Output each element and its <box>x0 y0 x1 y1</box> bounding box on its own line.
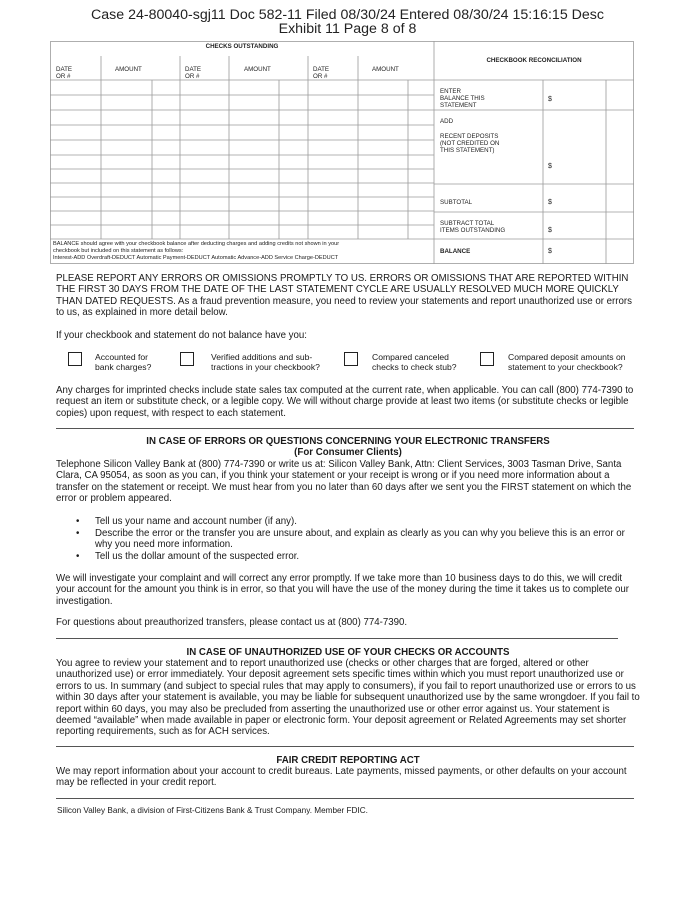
checkbox-compared-canceled[interactable] <box>344 352 358 366</box>
col-amount-label: AMOUNT <box>244 66 271 73</box>
col-date-label: DATE OR # <box>313 66 330 80</box>
balance-dollar: $ <box>548 248 552 255</box>
subtract-total-dollar: $ <box>548 227 552 234</box>
electronic-transfers-body: Telephone Silicon Valley Bank at (800) 774-7390 or write us at: Silicon Valley Bank, Attn: Client Services, 3003 Tasman Drive, Santa Clara, CA 95054, as soon as you can, if you think your statement or your receipt is wrong or if you need more information about a transfer on the statement or receipt. We must hear from you no later than 60 days after we sent you the FIRST statement on which the error or problem appeared. <box>56 459 632 505</box>
balance-note: BALANCE should agree with your checkbook balance after deducting charges and adding credits not shown in your checkbook but included on this statement as follows: Interest-ADD Overdraft-DEDUCT Automatic Payment-DEDUCT Automatic Advance-ADD Service Charge-DEDUCT <box>53 241 340 261</box>
checkbox-compared-canceled-label: Compared canceled checks to check stub? <box>372 352 457 372</box>
subtract-total-label: SUBTRACT TOTAL ITEMS OUTSTANDING <box>440 220 506 234</box>
checkbox-compared-deposit-label: Compared deposit amounts on statement to your checkbook? <box>508 352 626 372</box>
electronic-transfers-title: IN CASE OF ERRORS OR QUESTIONS CONCERNING YOUR ELECTRONIC TRANSFERS <box>146 436 550 447</box>
case-header-line1: Case 24-80040-sgj11 Doc 582-11 Filed 08/30/24 Entered 08/30/24 15:16:15 Desc <box>91 7 604 23</box>
checkbox-bank-charges-label: Accounted for bank charges? <box>95 352 152 372</box>
bullet-dot: • <box>76 516 80 527</box>
fcra-body: We may report information about your account to credit bureaus. Late payments, missed payments, or other defaults on your account may be reflected in your credit report. <box>56 766 627 789</box>
checks-reconciliation-table <box>50 41 634 264</box>
imprinted-checks-paragraph: Any charges for imprinted checks include state sales tax computed at the current rate, when applicable. You can call (800) 774-7390 to request an item or substitute check, or a legible copy. We will without charge provide at least two items (or substitute checks or legible copies) upon request, with respect to each statement. <box>56 385 634 419</box>
report-errors-paragraph: PLEASE REPORT ANY ERRORS OR OMISSIONS PROMPTLY TO US. ERRORS OR OMISSIONS THAT ARE REPORTED WITHIN THE FIRST 30 DAYS FROM THE DATE OF THE LAST STATEMENT CYCLE ARE USUALLY RESOLVED MUCH MORE QUICKLY THAN DATED REQUESTS. As a fraud prevention measure, you need to review your statements and report unauthorized use or errors to us, as explained in more detail below. <box>56 273 632 319</box>
bullet-item: Tell us the dollar amount of the suspected error. <box>95 551 300 562</box>
reconciliation-title: CHECKBOOK RECONCILIATION <box>486 57 582 64</box>
section-divider <box>56 798 634 799</box>
unauthorized-use-body: You agree to review your statement and to report unauthorized use (checks or other charges that are forged, altered or other unauthorized use) or error immediately. Your deposit agreement sets specific times within which you must report unauthorized use or errors to us. In summary (and subject to special rules that may apply to consumers), if you fail to report unauthorized use or errors to us within 30 days after your statement is available, you may be liable for subsequent unauthorized use by the same wrongdoer. If you fail to report within 60 days, you may also be precluded from asserting the unauthorized use or other error against us. Your statement is deemed “available” when made available in paper or electronic form. Your deposit agreement or Related Agreements may set shorter reporting requirements, such as for ACH services. <box>56 658 640 738</box>
col-date-label: DATE OR # <box>185 66 202 80</box>
bullet-item: Tell us your name and account number (if any). <box>95 516 297 527</box>
checkbox-verified-additions[interactable] <box>180 352 194 366</box>
checkbox-compared-deposit[interactable] <box>480 352 494 366</box>
fcra-title: FAIR CREDIT REPORTING ACT <box>276 755 420 766</box>
table-grid-lines <box>50 41 634 264</box>
footer-note: Silicon Valley Bank, a division of First-Citizens Bank & Trust Company. Member FDIC. <box>57 806 368 815</box>
bullet-item: Describe the error or the transfer you are unsure about, and explain as clearly as you can why you believe this is an error or why you need more information. <box>95 528 625 551</box>
case-header-line2: Exhibit 11 Page 8 of 8 <box>278 21 417 37</box>
not-balance-intro: If your checkbook and statement do not balance have you: <box>56 330 307 341</box>
col-amount-label: AMOUNT <box>372 66 399 73</box>
recent-deposits-dollar: $ <box>548 163 552 170</box>
subtotal-label: SUBTOTAL <box>440 199 473 206</box>
checks-outstanding-title: CHECKS OUTSTANDING <box>205 43 279 50</box>
electronic-transfers-subtitle: (For Consumer Clients) <box>294 447 402 458</box>
enter-balance-label: ENTER BALANCE THIS STATEMENT <box>440 88 485 109</box>
col-date-label: DATE OR # <box>56 66 73 80</box>
investigate-paragraph: We will investigate your complaint and will correct any error promptly. If we take more than 10 business days to do this, we will credit your account for the amount you think is in error, so that you will have the use of the money during the time it takes us to complete our investigation. <box>56 573 629 607</box>
checkbox-verified-additions-label: Verified additions and sub- tractions in your checkbook? <box>211 352 320 372</box>
bullet-dot: • <box>76 551 80 562</box>
balance-label: BALANCE <box>440 248 471 255</box>
subtotal-dollar: $ <box>548 199 552 206</box>
section-divider <box>56 638 618 639</box>
section-divider <box>56 428 634 429</box>
unauthorized-use-title: IN CASE OF UNAUTHORIZED USE OF YOUR CHECKS OR ACCOUNTS <box>186 647 510 658</box>
recent-deposits-label: RECENT DEPOSITS (NOT CREDITED ON THIS STATEMENT) <box>440 133 500 154</box>
add-label: ADD <box>440 118 454 125</box>
enter-balance-dollar: $ <box>548 96 552 103</box>
preauthorized-paragraph: For questions about preauthorized transfers, please contact us at (800) 774-7390. <box>56 617 408 628</box>
checkbox-bank-charges[interactable] <box>68 352 82 366</box>
bullet-dot: • <box>76 528 80 539</box>
section-divider <box>56 746 634 747</box>
col-amount-label: AMOUNT <box>115 66 142 73</box>
